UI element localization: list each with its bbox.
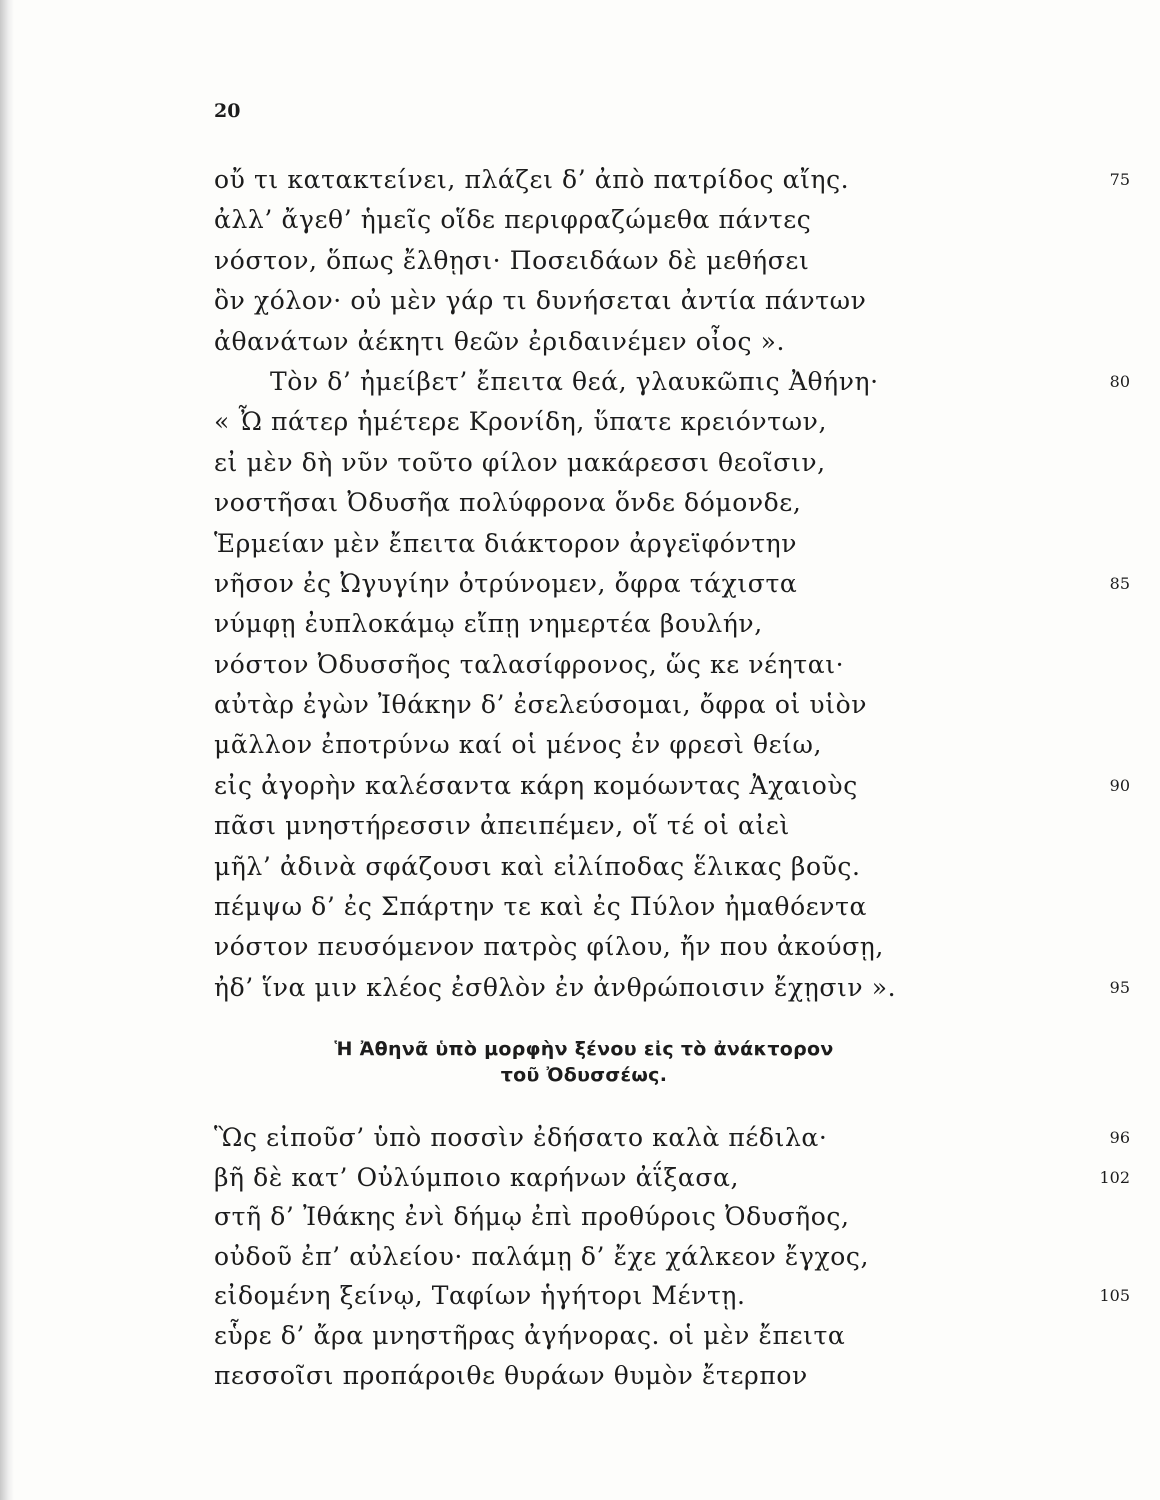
- section-heading-line-1: Ἡ Ἀθηνᾶ ὑπὸ μορφὴν ξένου εἰς τὸ ἀνάκτορον: [334, 1038, 834, 1060]
- verse-text: πᾶσι μνηστήρεσσιν ἀπειπέμεν, οἵ τέ οἱ αἰεὶ: [214, 811, 790, 841]
- verse-line: [214, 1118, 1144, 1158]
- verse-text: Ὣς εἰποῦσ’ ὑπὸ ποσσὶν ἐδήσατο καλὰ πέδιλα·: [214, 1123, 828, 1152]
- verse-line: [214, 1356, 1144, 1396]
- verse-text: πεσσοῖσι προπάροιθε θυράων θυμὸν ἔτερπον: [214, 1360, 808, 1390]
- line-number: 96: [1109, 1128, 1130, 1147]
- verse-line: [214, 241, 1144, 281]
- verse-line: [214, 160, 1144, 200]
- line-number: 105: [1099, 1286, 1130, 1306]
- verse-line: [214, 322, 1144, 362]
- verse-line: [214, 847, 1144, 887]
- page-number: 20: [214, 100, 241, 122]
- line-number: 80: [1109, 371, 1130, 391]
- verse-text: νύμφῃ ἐυπλοκάμῳ εἴπῃ νημερτέα βουλήν,: [214, 609, 763, 639]
- verse-text: ἠδ’ ἵνα μιν κλέος ἐσθλὸν ἐν ἀνθρώποισιν ἔχῃσιν ».: [214, 972, 897, 1002]
- verse-line: [214, 564, 1144, 604]
- verse-line: [214, 645, 1144, 685]
- verse-text: εἰδομένη ξείνῳ, Ταφίων ἡγήτορι Μέντῃ.: [214, 1281, 746, 1311]
- verse-text: εἰ μὲν δὴ νῦν τοῦτο φίλον μακάρεσσι θεοῖσιν,: [214, 447, 826, 477]
- verse-text: Ἑρμείαν μὲν ἔπειτα διάκτορον ἀργεϊφόντην: [214, 528, 797, 558]
- verse-line: [214, 887, 1144, 927]
- section-heading-line-2: τοῦ Ὀδυσσέως.: [500, 1064, 668, 1086]
- verse-line: [214, 1316, 1144, 1356]
- line-number: 90: [1109, 775, 1130, 795]
- verse-line: [214, 200, 1144, 240]
- verse-block-2: [214, 1118, 1144, 1395]
- page-edge-shadow: [0, 0, 14, 1500]
- verse-line: [214, 725, 1144, 765]
- verse-text: στῆ δ’ Ἰθάκης ἐνὶ δήμῳ ἐπὶ προθύροις Ὀδυσῆος,: [214, 1202, 850, 1232]
- verse-line: [214, 766, 1144, 806]
- verse-line: [214, 402, 1144, 442]
- line-number: 85: [1109, 573, 1130, 593]
- verse-line: [214, 604, 1144, 644]
- verse-line: [214, 1158, 1144, 1198]
- verse-text: νῆσον ἐς Ὠγυγίην ὀτρύνομεν, ὄφρα τάχιστα: [214, 568, 798, 598]
- verse-line: [214, 927, 1144, 967]
- verse-text: ὃν χόλον· οὐ μὲν γάρ τι δυνήσεται ἀντία πάντων: [214, 286, 867, 316]
- verse-line: [214, 362, 1144, 402]
- verse-text: μῆλ’ ἀδινὰ σφάζουσι καὶ εἰλίποδας ἕλικας βοῦς.: [214, 851, 861, 881]
- verse-block-1: [214, 160, 1144, 1008]
- verse-text: οὐδοῦ ἐπ’ αὐλείου· παλάμῃ δ’ ἔχε χάλκεον ἔγχος,: [214, 1241, 870, 1271]
- line-number: 75: [1109, 170, 1130, 189]
- verse-text: ἀθανάτων ἀέκητι θεῶν ἐριδαινέμεν οἶος ».: [214, 326, 786, 356]
- line-number: 102: [1099, 1167, 1130, 1187]
- verse-text: αὐτὰρ ἐγὼν Ἰθάκην δ’ ἐσελεύσομαι, ὄφρα οἱ υἱὸν: [214, 690, 868, 720]
- verse-text: νόστον Ὀδυσσῆος ταλασίφρονος, ὥς κε νέηται·: [214, 649, 845, 679]
- section-heading: [214, 1036, 954, 1088]
- verse-text: βῆ δὲ κατ’ Οὐλύμποιο καρήνων ἀΐξασα,: [214, 1162, 740, 1192]
- verse-text: « Ὦ πάτερ ἡμέτερε Κρονίδη, ὕπατε κρειόντων,: [214, 407, 827, 437]
- verse-line: [214, 281, 1144, 321]
- verse-text: Τὸν δ’ ἠμείβετ’ ἔπειτα θεά, γλαυκῶπις Ἀθήνη·: [270, 366, 879, 396]
- verse-line: [214, 1197, 1144, 1237]
- verse-text: ἀλλ’ ἄγεθ’ ἡμεῖς οἵδε περιφραζώμεθα πάντες: [214, 205, 812, 235]
- verse-line: [214, 524, 1144, 564]
- verse-text: οὔ τι κατακτείνει, πλάζει δ’ ἀπὸ πατρίδος αἴης.: [214, 165, 850, 194]
- verse-text: νοστῆσαι Ὀδυσῆα πολύφρονα ὅνδε δόμονδε,: [214, 488, 802, 518]
- verse-line: [214, 1276, 1144, 1316]
- line-number: 95: [1109, 977, 1130, 997]
- verse-text: νόστον, ὅπως ἔλθῃσι· Ποσειδάων δὲ μεθήσει: [214, 245, 810, 275]
- verse-line: [214, 483, 1144, 523]
- verse-text: εἰς ἀγορὴν καλέσαντα κάρη κομόωντας Ἀχαιοὺς: [214, 770, 858, 800]
- verse-line: [214, 968, 1144, 1008]
- verse-line: [214, 806, 1144, 846]
- verse-line: [214, 685, 1144, 725]
- verse-text: πέμψω δ’ ἐς Σπάρτην τε καὶ ἐς Πύλον ἠμαθόεντα: [214, 892, 867, 922]
- verse-text: εὗρε δ’ ἄρα μνηστῆρας ἀγήνορας. οἱ μὲν ἔπειτα: [214, 1320, 846, 1350]
- verse-text: νόστον πευσόμενον πατρὸς φίλου, ἤν που ἀκούσῃ,: [214, 932, 884, 962]
- verse-text: μᾶλλον ἐποτρύνω καί οἱ μένος ἐν φρεσὶ θείω,: [214, 730, 823, 760]
- verse-line: [214, 443, 1144, 483]
- verse-line: [214, 1237, 1144, 1277]
